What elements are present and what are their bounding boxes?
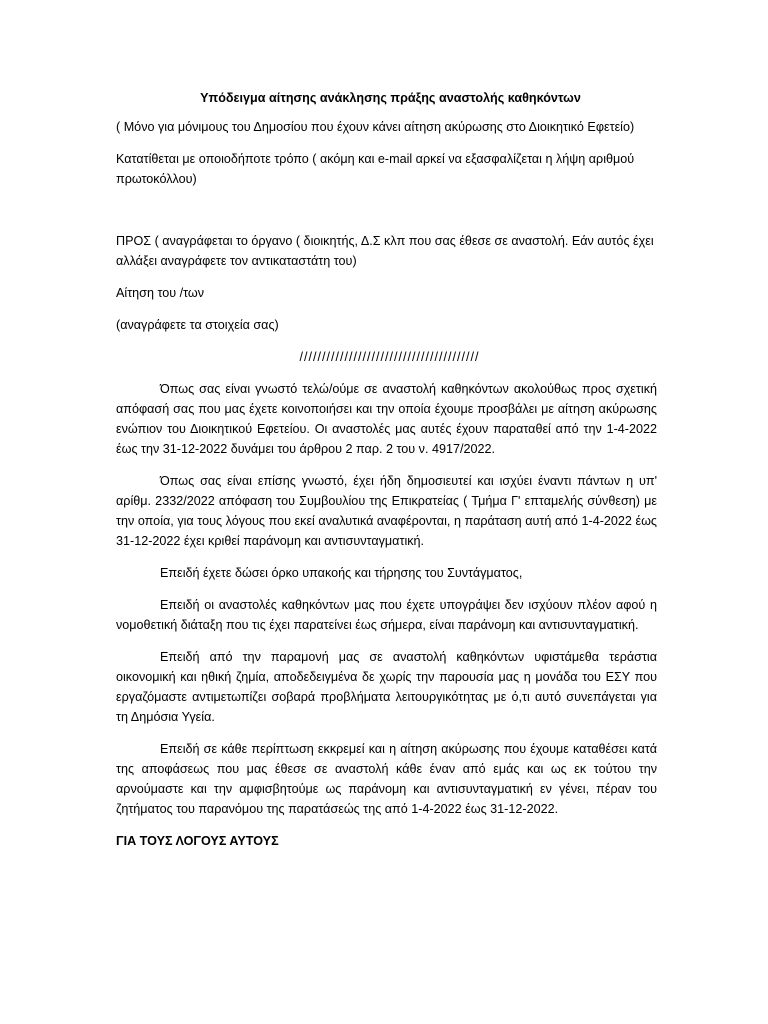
applicant-details-placeholder: (αναγράφετε τα στοιχεία σας) bbox=[116, 318, 279, 332]
body-paragraph-2: Όπως σας είναι επίσης γνωστό, έχει ήδη δημοσιευτεί και ισχύει έναντι πάντων η υπ' αρίθμ. 2332/2022 απόφαση του Συμβουλίου της Επικρατείας ( Τμήμα Γ' επταμελής σύνθεση) με την οποία, για τους λόγους που εκεί αναλυτικά αναφέρονται, η παράταση αυτή από 1-4-2022 έως 31-12-2022 έχει κριθεί παράνομη και αντισυνταγματική. bbox=[116, 474, 657, 548]
document-title: Υπόδειγμα αίτησης ανάκλησης πράξης αναστολής καθηκόντων bbox=[200, 91, 581, 105]
recipient-line: ΠΡΟΣ ( αναγράφεται το όργανο ( διοικητής, Δ.Σ κλπ που σας έθεσε σε αναστολή. Εάν αυτός έχει αλλάξει αναγράφετε τον αντικαταστάτη του) bbox=[116, 234, 654, 268]
note-permanent-staff: ( Μόνο για μόνιμους του Δημοσίου που έχουν κάνει αίτηση ακύρωσης στο Διοικητικό Εφετείο) bbox=[116, 120, 635, 134]
body-paragraph-3: Επειδή έχετε δώσει όρκο υπακοής και τήρησης του Συντάγματος, bbox=[160, 566, 523, 580]
body-paragraph-1: Όπως σας είναι γνωστό τελώ/ούμε σε αναστολή καθηκόντων ακολούθως προς σχετική απόφασή σας που μας έχετε κοινοποιήσει και την οποία έχουμε προσβάλει με αίτηση ακύρωσης ενώπιον του Διοικητικού Εφετείου. Οι αναστολές μας αυτές έχουν παραταθεί από την 1-4-2022 έως την 31-12-2022 δυνάμει του άρθρου 2 παρ. 2 του ν. 4917/2022. bbox=[116, 382, 657, 456]
body-paragraph-4: Επειδή οι αναστολές καθηκόντων μας που έχετε υπογράψει δεν ισχύουν πλέον αφού η νομοθετική διάταξη που τις έχει παρατείνει έως σήμερα, είναι παράνομη και αντισυνταγματική. bbox=[116, 598, 657, 632]
separator-line: //////////////////////////////////////// bbox=[299, 350, 480, 364]
closing-heading: ΓΙΑ ΤΟΥΣ ΛΟΓΟΥΣ ΑΥΤΟΥΣ bbox=[116, 834, 279, 848]
body-paragraph-5: Επειδή από την παραμονή μας σε αναστολή καθηκόντων υφιστάμεθα τεράστια οικονομική και ηθική ζημία, αποδεδειγμένα δε χωρίς την παρουσία μας η μονάδα του ΕΣΥ που εργαζόμαστε αντιμετωπίζει σοβαρά προβλήματα λειτουργικότητας με ό,τι αυτό συνεπάγεται για τη Δημόσια Υγεία. bbox=[116, 650, 657, 724]
spacer bbox=[116, 201, 657, 231]
body-paragraph-6: Επειδή σε κάθε περίπτωση εκκρεμεί και η αίτηση ακύρωσης που έχουμε καταθέσει κατά της αποφάσεως που μας έθεσε σε αναστολή κάθε έναν από εμάς και ως εκ τούτου την αρνούμαστε και την αμφισβητούμε ως παράνομη και αντισυνταγματική εν γένει, πέραν του ζητήματος του παρανόμου της παρατάσεώς της από 1-4-2022 έως 31-12-2022. bbox=[116, 742, 657, 816]
note-submission-method: Κατατίθεται με οποιοδήποτε τρόπο ( ακόμη και e-mail αρκεί να εξασφαλίζεται η λήψη αριθμού πρωτοκόλλου) bbox=[116, 152, 635, 186]
applicant-label: Αίτηση του /των bbox=[116, 286, 205, 300]
